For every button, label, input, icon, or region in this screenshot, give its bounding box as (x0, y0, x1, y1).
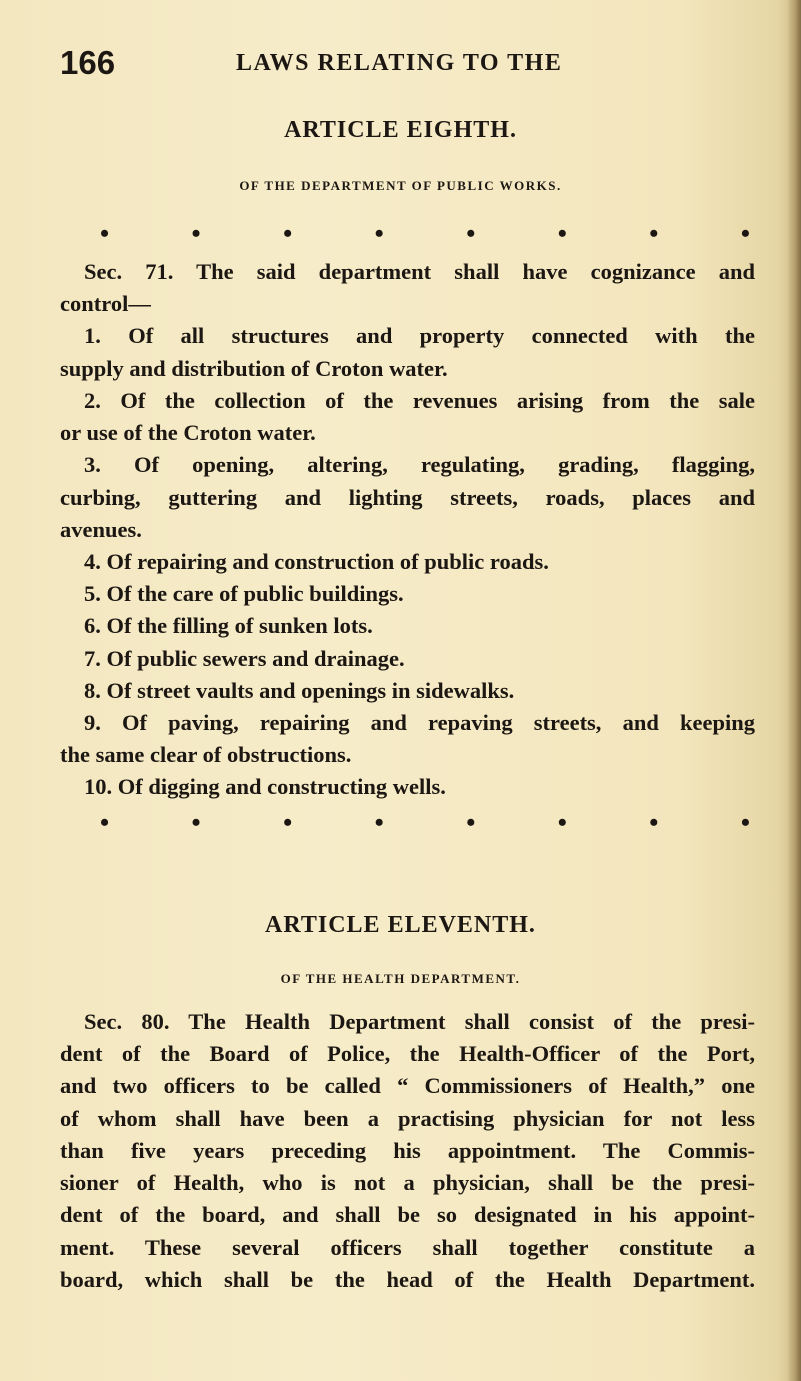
text-line: 5. Of the care of public buildings. (84, 581, 404, 606)
text-line: 7. Of public sewers and drainage. (84, 646, 405, 671)
ellipsis-dot: • (374, 219, 384, 248)
running-head (60, 44, 760, 84)
ellipsis-dot: • (649, 808, 659, 837)
article-eighth-subtitle: OF THE DEPARTMENT OF PUBLIC WORKS. (239, 178, 562, 193)
article-eleventh-subtitle: OF THE HEALTH DEPARTMENT. (280, 971, 521, 986)
article-eighth-title: ARTICLE EIGHTH. (284, 117, 517, 143)
ellipsis-dot: • (191, 219, 201, 248)
text-line: the same clear of obstructions. (60, 742, 352, 767)
text-line: Sec. 80. The Health Department shall consist of the presi- (84, 1009, 755, 1034)
ellipsis-dot: • (374, 808, 384, 837)
ellipsis-dot: • (466, 808, 476, 837)
ellipsis-dot: • (100, 219, 110, 248)
text-line: sioner of Health, who is not a physician, shall be the presi- (60, 1170, 755, 1195)
text-line: 1. Of all structures and property connected with the (84, 323, 755, 348)
ellipsis-dot: • (100, 808, 110, 837)
text-line: and two officers to be called “ Commissioners of Health,” one (60, 1073, 755, 1098)
text-line: 9. Of paving, repairing and repaving streets, and keeping (84, 710, 755, 735)
text-line: board, which shall be the head of the Health Department. (60, 1267, 755, 1292)
ellipsis-dot: • (557, 808, 567, 837)
article-eleventh-title: ARTICLE ELEVENTH. (265, 912, 536, 938)
text-line: avenues. (60, 517, 142, 542)
text-line: 10. Of digging and constructing wells. (84, 774, 446, 799)
ellipsis-dot: • (740, 219, 750, 248)
text-line: than five years preceding his appointment. The Commis- (60, 1138, 755, 1163)
text-line: 2. Of the collection of the revenues arising from the sale (84, 388, 755, 413)
ellipsis-dot: • (283, 219, 293, 248)
page-edge-shadow (787, 0, 801, 1381)
text-line: dent of the Board of Police, the Health-Officer of the Port, (60, 1041, 755, 1066)
text-line: ment. These several officers shall together constitute a (60, 1235, 755, 1260)
text-line: or use of the Croton water. (60, 420, 316, 445)
running-title: LAWS RELATING TO THE (236, 50, 563, 76)
ellipsis-dot: • (191, 808, 201, 837)
text-line: of whom shall have been a practising physician for not less (60, 1106, 755, 1131)
text-line: Sec. 71. The said department shall have cognizance and (84, 259, 755, 284)
ellipsis-dot: • (283, 808, 293, 837)
text-line: curbing, guttering and lighting streets, roads, places and (60, 485, 755, 510)
ellipsis-row-bottom (100, 808, 750, 837)
ellipsis-dot: • (740, 808, 750, 837)
ellipsis-dot: • (649, 219, 659, 248)
text-line: dent of the board, and shall be so designated in his appoint- (60, 1202, 755, 1227)
ellipsis-dot: • (466, 219, 476, 248)
text-line: 4. Of repairing and construction of public roads. (84, 549, 549, 574)
text-line: 3. Of opening, altering, regulating, grading, flagging, (84, 452, 755, 477)
text-line: control— (60, 291, 151, 316)
ellipsis-row-top (100, 219, 750, 248)
ellipsis-dot: • (557, 219, 567, 248)
text-line: 8. Of street vaults and openings in sidewalks. (84, 678, 515, 703)
text-line: supply and distribution of Croton water. (60, 356, 448, 381)
text-line: 6. Of the filling of sunken lots. (84, 613, 373, 638)
page-number: 166 (60, 44, 116, 81)
